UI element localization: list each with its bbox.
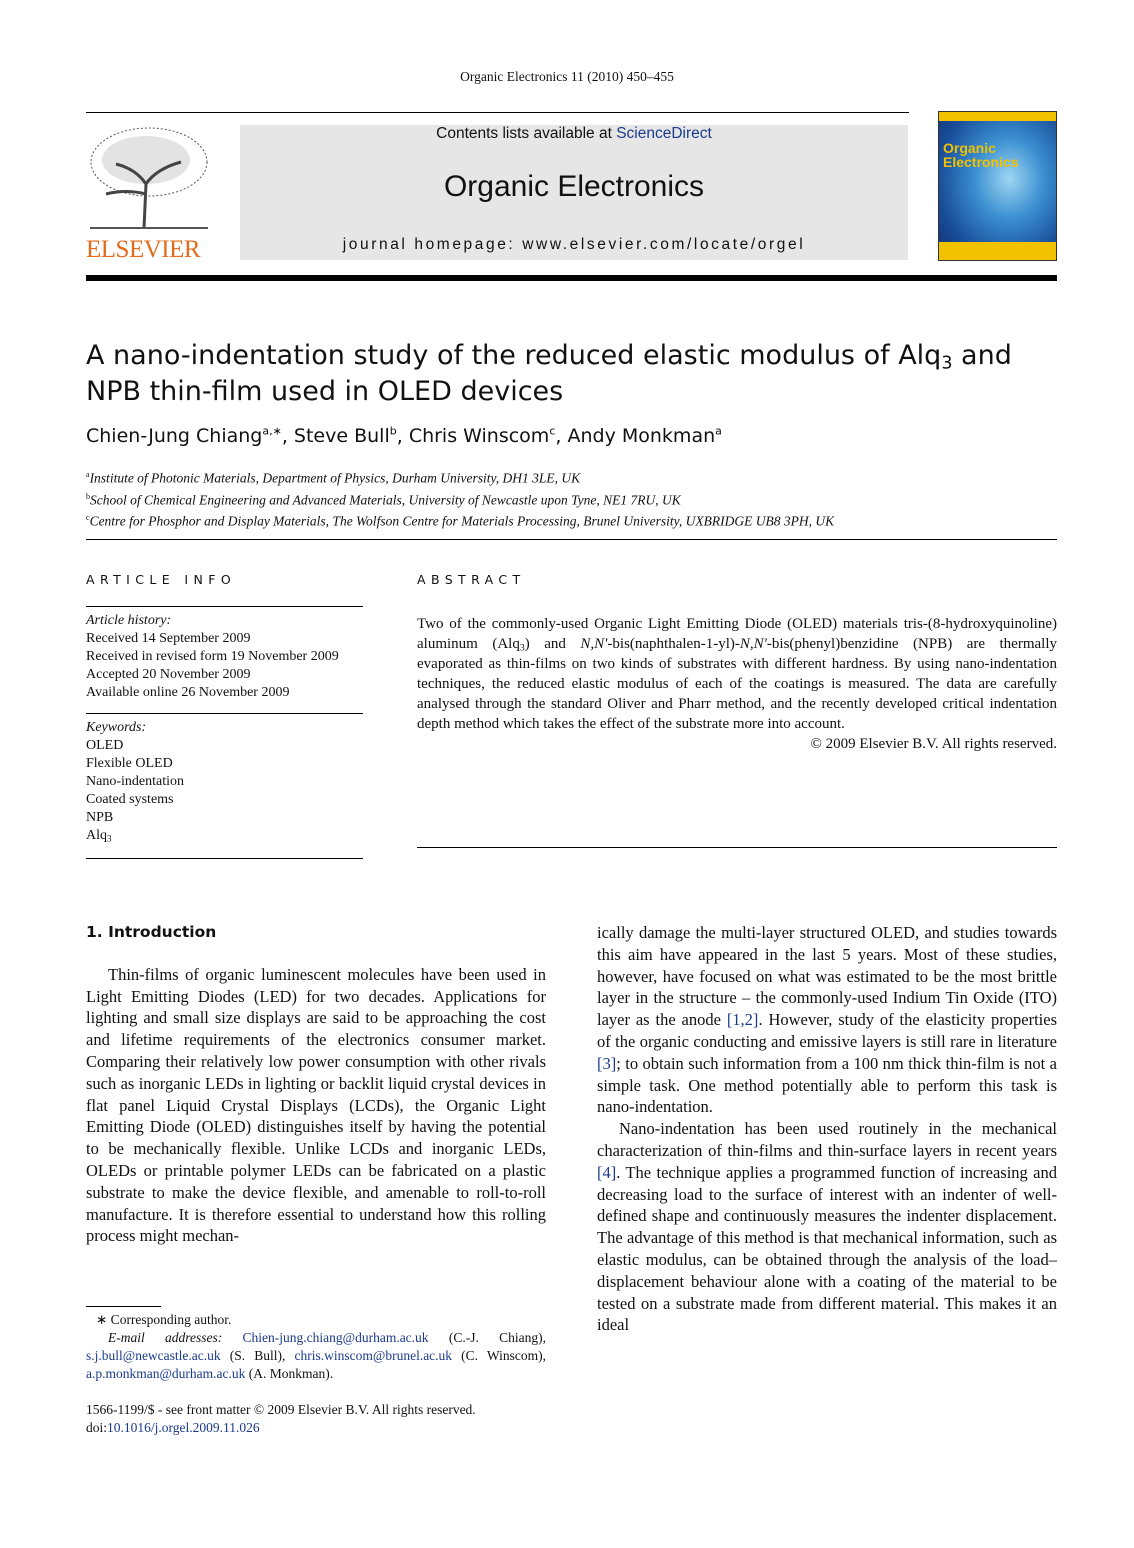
keyword-subscript: 3 (107, 833, 112, 844)
journal-cover-image (938, 111, 1057, 261)
author-name: Chris Winscom (408, 425, 550, 448)
keywords (86, 713, 363, 845)
citation-link[interactable]: [3] (597, 1053, 617, 1073)
info-bottom-rule (86, 858, 363, 859)
author-affil-sup: a (715, 425, 722, 438)
abstract-copyright: © 2009 Elsevier B.V. All rights reserved. (810, 736, 1057, 752)
author[interactable] (567, 425, 721, 447)
history-item: Accepted 20 November 2009 (86, 667, 251, 682)
section-heading-introduction: 1. Introduction (86, 923, 217, 941)
abstract-heading: ABSTRACT (417, 572, 526, 587)
footnote-rule (86, 1306, 161, 1307)
cover-title: Organic Electronics (943, 140, 1019, 170)
keywords-label: Keywords: (86, 720, 147, 735)
author-affil-sup: c (549, 425, 556, 438)
author[interactable] (409, 425, 556, 447)
email-owner: (S. Bull), (220, 1348, 295, 1363)
title-subscript: 3 (941, 353, 953, 374)
masthead-thick-rule (86, 275, 1057, 281)
author-affil-sup: b (389, 425, 397, 438)
header-rule (86, 112, 909, 113)
divider (86, 539, 1057, 540)
email-owner: (A. Monkman). (245, 1366, 334, 1381)
doi-prefix: doi: (86, 1420, 108, 1435)
abstract-segment: -bis(phenyl)benzidine (NPB) are thermally evaporated as thin-films on two kinds of substrates with different hardness. By using nano-indentation techniques, the reduced elastic modulus of each of the coatings is measured. The data are carefully analysed through the standard Oliver and Pharr method, and the recently developed critical indentation depth method which takes the effect of the substrate more into account. (417, 636, 1057, 732)
publisher-wordmark: ELSEVIER (86, 236, 201, 263)
history-item: Available online 26 November 2009 (86, 685, 290, 700)
author[interactable] (86, 425, 282, 447)
elsevier-tree-icon (86, 124, 212, 232)
corresponding-author-note: ∗ Corresponding author. (96, 1312, 232, 1327)
author-name: Steve Bull (293, 425, 390, 448)
journal-title: Organic Electronics (443, 170, 705, 203)
author[interactable] (294, 425, 397, 447)
abstract-subscript: 3 (519, 642, 525, 654)
footnotes (86, 1306, 546, 1437)
abstract-italic: N,N′ (580, 636, 608, 652)
affiliation-sup: c (86, 513, 90, 522)
affiliation-text: School of Chemical Engineering and Advanced Materials, University of Newcastle upon Tyne, NE1 7RU, UK (90, 492, 681, 507)
email-label: E-mail addresses: (108, 1330, 223, 1345)
abstract-segment: -bis(naphthalen-1-yl)- (607, 636, 740, 652)
right-column (597, 922, 1057, 1336)
running-header: Organic Electronics 11 (2010) 450–455 (460, 69, 674, 84)
affiliations (86, 466, 834, 531)
affiliation-text: Institute of Photonic Materials, Department of Physics, Durham University, DH1 3LE, UK (89, 470, 581, 486)
affiliation-text: Centre for Phosphor and Display Materials, The Wolfson Centre for Materials Processing, Brunel University, UXBRIDGE UB8 3PH, UK (89, 513, 835, 529)
abstract-segment: Two of the commonly-used Organic Light Emitting Diode (OLED) materials tris-(8-hydroxyquinoline) aluminum (Alq (417, 616, 1057, 652)
abstract-text (417, 614, 1057, 734)
affiliation-sup: a (86, 470, 90, 479)
keyword: OLED (86, 738, 124, 753)
sciencedirect-link[interactable]: ScienceDirect (616, 125, 712, 142)
contents-line (240, 125, 908, 143)
keyword: Coated systems (86, 792, 174, 807)
text-segment: . The technique applies a programmed function of increasing and decreasing load to the surface of interest with an indenter of well-defined shape and continuously measures the indenter displacement. The advantage of this method is that mechanical information, such as elastic modulus, can be obtained through the analysis of the load–displacement behaviour alone with a coating of the material to be tested on a substrate made from different material. This makes it an ideal (597, 1162, 1057, 1335)
contents-prefix: Contents lists available at (436, 125, 617, 142)
affiliation (86, 488, 834, 510)
keyword: Nano-indentation (86, 774, 184, 789)
email-owner: (C.-J. Chiang), (428, 1330, 546, 1345)
affiliation (86, 466, 834, 488)
elsevier-logo (86, 124, 212, 264)
abstract-bottom-rule (417, 847, 1057, 848)
email-owner: (C. Winscom), (452, 1348, 547, 1363)
keyword: Flexible OLED (86, 756, 173, 771)
cover-bottom-bar (939, 242, 1056, 260)
author-list: Chien-Jung Chiang$^{a,∗}$, Steve Bull$^b$, Chris Winscom$^c$, Andy Monkman$^a$ (86, 425, 722, 448)
abstract-italic: N,N′ (739, 636, 767, 652)
cover-topbar (939, 112, 1056, 121)
left-column (86, 922, 546, 1247)
email-link[interactable]: chris.winscom@brunel.ac.uk (294, 1348, 453, 1363)
author-affil-sup: a,∗ (262, 425, 282, 438)
keyword (86, 827, 363, 845)
affiliation (86, 509, 834, 531)
history-item: Received 14 September 2009 (86, 631, 251, 646)
affiliation-sup: b (86, 491, 90, 501)
email-link[interactable]: Chien-jung.chiang@durham.ac.uk (242, 1330, 429, 1345)
front-matter: 1566-1199/$ - see front matter © 2009 Elsevier B.V. All rights reserved. (86, 1402, 476, 1417)
keyword-text: Alq (86, 828, 107, 843)
author-name: Andy Monkman (567, 425, 716, 448)
article-info (86, 572, 363, 859)
text-segment: Nano-indentation has been used routinely in the mechanical characterization of thin-films and thin-surface layers in recent years (597, 1119, 1057, 1160)
title-part: and NPB thin-film used in OLED devices (86, 340, 1012, 407)
author-name: Chien-Jung Chiang (86, 425, 263, 448)
abstract (417, 572, 1057, 848)
citation-link[interactable]: [1,2] (726, 1010, 759, 1030)
email-link[interactable]: s.j.bull@newcastle.ac.uk (86, 1348, 221, 1363)
abstract-segment: ) and (524, 636, 581, 652)
article-title (86, 338, 1046, 410)
text-segment: ; to obtain such information from a 100 nm thick thin-film is not a simple task. One method potentially able to perform this task is nano-indentation. (597, 1053, 1057, 1117)
journal-homepage[interactable]: journal homepage: www.elsevier.com/locate/orgel (342, 236, 806, 253)
journal-banner (240, 125, 908, 260)
history-label: Article history: (86, 613, 172, 628)
body-paragraph (597, 1118, 1057, 1336)
history-item: Received in revised form 19 November 2009 (86, 649, 339, 664)
email-link[interactable]: a.p.monkman@durham.ac.uk (86, 1366, 246, 1381)
title-part: A nano-indentation study of the reduced elastic modulus of Alq (86, 340, 942, 371)
keyword: NPB (86, 810, 114, 825)
doi-link[interactable]: 10.1016/j.orgel.2009.11.026 (107, 1420, 260, 1435)
body-paragraph: Thin-films of organic luminescent molecules have been used in Light Emitting Diodes (LED) for two decades. Applications for lighting and small size displays are said to be approaching the cost and lifetime requirements of the electronics consumer market. Comparing their relatively low power consumption with other rivals such as inorganic LEDs in lighting or backlit liquid crystal devices in flat panel Liquid Crystal Displays (LCDs), the Organic Light Emitting Diode (OLED) distinguishes itself by having the potential to be mechanically flexible. Unlike LCDs and inorganic LEDs, OLEDs or printable polymer LEDs can be fabricated on a plastic substrate to make the device flexible, and amenable to roll-to-roll manufacture. It is therefore essential to understand how this rolling process might mechan- (86, 964, 546, 1246)
doi-line (86, 1419, 546, 1437)
article-history (86, 606, 363, 702)
article-info-heading: ARTICLE INFO (86, 572, 237, 587)
text-segment: . However, study of the elasticity properties of the organic conducting and emissive layers is still rare in literature (597, 1010, 1057, 1051)
text-segment: ically damage the multi-layer structured OLED, and studies towards this aim have appeared in the last 5 years. Most of these studies, however, have focused on what was estimated to be the most brittle layer in the structure – the commonly-used Indium Tin Oxide (ITO) layer as the anode (597, 923, 1057, 1030)
body-paragraph (597, 922, 1057, 1118)
citation-link[interactable]: [4] (597, 1162, 617, 1182)
email-footnote (86, 1329, 546, 1383)
